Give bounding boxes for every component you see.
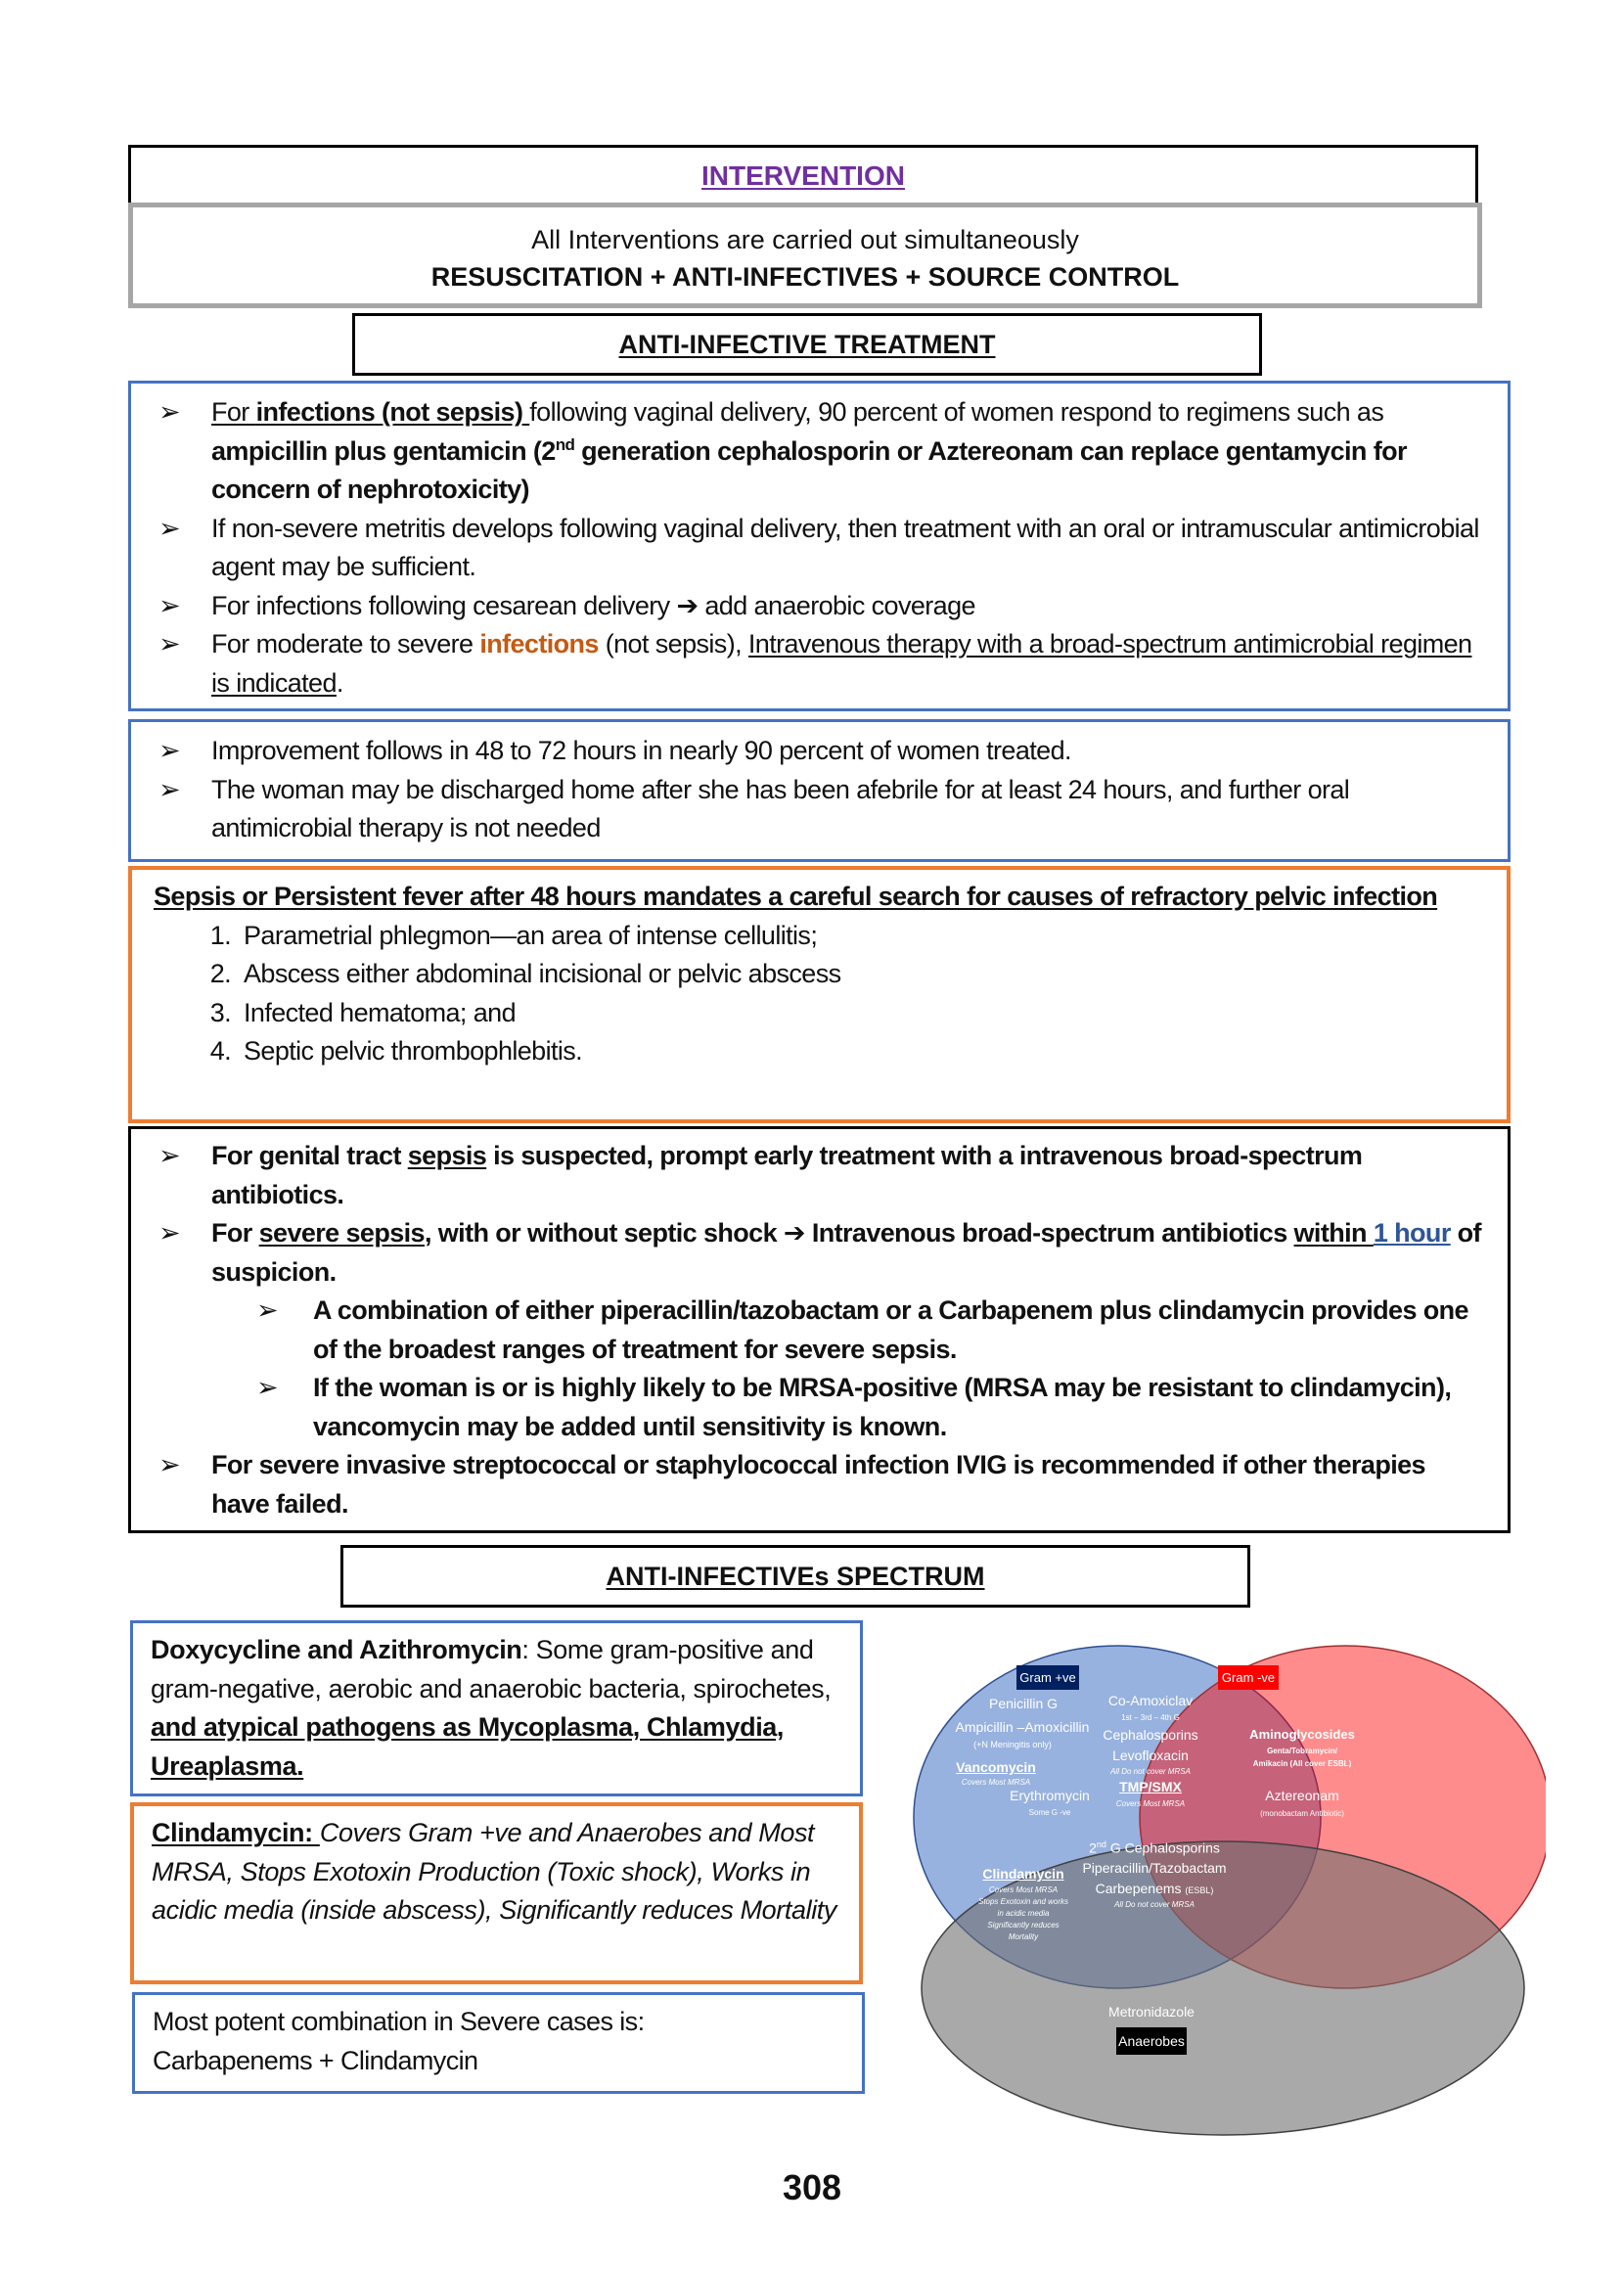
arrow-bullet-icon: ➢ <box>158 513 181 543</box>
clindamycin-note: Mortality <box>1008 1932 1039 1941</box>
refractory-infection-box <box>128 866 1511 1123</box>
levofloxacin-label: Levofloxacin <box>1112 1748 1189 1763</box>
list-item: ➢ Improvement follows in 48 to 72 hours in nearly 90 percent of women treated. <box>155 732 1488 771</box>
anti-infective-treatment-title: ANTI-INFECTIVE TREATMENT <box>618 330 996 359</box>
coamoxiclav-label: Co-Amoxiclav <box>1107 1693 1194 1708</box>
intervention-title: INTERVENTION <box>701 160 905 191</box>
list-item: ➢ For infections following cesarean delivery ➔ add anaerobic coverage <box>155 587 1488 626</box>
list-item: ➢ For genital tract sepsis is suspected, prompt early treatment with a intravenous broad-spectrum antibiotics. <box>155 1137 1488 1214</box>
sub-list-item: ➢ A combination of either piperacillin/tazobactam or a Carbapenem plus clindamycin provides one of the broadest ranges of treatment for severe sepsis. <box>155 1292 1488 1369</box>
list-item: ➢ For moderate to severe infections (not sepsis), Intravenous therapy with a broad-spectrum antimicrobial regimen is indicated. <box>155 625 1488 703</box>
list-item: 3. Infected hematoma; and <box>238 994 1487 1033</box>
spectrum-title: ANTI-INFECTIVEs SPECTRUM <box>606 1562 985 1591</box>
list-item: ➢ For severe invasive streptococcal or staphylococcal infection IVIG is recommended if other therapies have failed. <box>155 1446 1488 1523</box>
erythromycin-note: Some G -ve <box>1028 1808 1071 1817</box>
aztreonam-label: Aztereonam <box>1265 1788 1339 1803</box>
intervention-summary-box <box>128 203 1482 308</box>
second-gen-cephalosporins-label: 2nd G Cephalosporins <box>1089 1839 1220 1856</box>
anti-infective-treatment-header <box>352 313 1262 376</box>
one-hour-highlight: 1 hour <box>1373 1218 1451 1248</box>
arrow-bullet-icon: ➢ <box>158 1218 181 1248</box>
right-arrow-icon: ➔ <box>676 590 699 620</box>
triple-overlap-note: All Do not cover MRSA <box>1114 1900 1195 1909</box>
intervention-line1: All Interventions are carried out simultaneously <box>531 225 1079 254</box>
arrow-bullet-icon: ➢ <box>158 590 181 620</box>
arrow-bullet-icon: ➢ <box>255 1373 279 1402</box>
aztreonam-note: (monobactam Antibiotic) <box>1260 1809 1344 1818</box>
list-item: ➢ For infections (not sepsis) following vaginal delivery, 90 percent of women respond to regimens such as ampicillin plus gentamicin (2nd generation cephalosporin or Aztereonam can replace gentamycin for concern of nephrotoxicity) <box>155 393 1488 510</box>
cephalosporin-generations-label: 1st – 3rd – 4th G <box>1121 1713 1180 1722</box>
list-item: 4. Septic pelvic thrombophlebitis. <box>238 1032 1487 1071</box>
arrow-bullet-icon: ➢ <box>158 397 181 427</box>
sub-list-item: ➢ If the woman is or is highly likely to be MRSA-positive (MRSA may be resistant to clindamycin), vancomycin may be added until sensitivity is known. <box>155 1369 1488 1446</box>
combo-line2: Carbapenems + Clindamycin <box>153 2045 478 2075</box>
clindamycin-note: in acidic media <box>997 1909 1050 1918</box>
clindamycin-note: Covers Most MRSA <box>988 1885 1059 1894</box>
arrow-bullet-icon: ➢ <box>158 736 181 765</box>
right-arrow-icon: ➔ <box>783 1218 805 1248</box>
clindamycin-note: Significantly reduces <box>987 1921 1060 1930</box>
aminoglycosides-label: Aminoglycosides <box>1249 1727 1355 1742</box>
doxycycline-box: Doxycycline and Azithromycin: Some gram-positive and gram-negative, aerobic and anaerobic bacteria, spirochetes, and atypical pathogens as Mycoplasma, Chlamydia, Ureaplasma. <box>130 1620 863 1796</box>
list-item: ➢ The woman may be discharged home after she has been afebrile for at least 24 hours, and further oral antimicrobial therapy is not needed <box>155 771 1488 848</box>
ampicillin-note: (+N Meningitis only) <box>973 1740 1052 1749</box>
infections-treatment-box <box>128 381 1511 711</box>
list-item: ➢ If non-severe metritis develops following vaginal delivery, then treatment with an oral or intramuscular antimicrobial agent may be sufficient. <box>155 510 1488 587</box>
vancomycin-note: Covers Most MRSA <box>961 1778 1031 1787</box>
clindamycin-venn-label: Clindamycin <box>982 1866 1064 1882</box>
gram-negative-tag: Gram -ve <box>1218 1665 1279 1690</box>
combination-box <box>132 1992 865 2094</box>
combo-line1: Most potent combination in Severe cases is: <box>153 2007 645 2036</box>
arrow-bullet-icon: ➢ <box>158 629 181 658</box>
aminoglycosides-note2: Amikacin (All cover ESBL) <box>1252 1759 1352 1768</box>
no-mrsa-note: All Do not cover MRSA <box>1110 1767 1191 1776</box>
page-number: 308 <box>782 2167 842 2207</box>
piperacillin-tazobactam-label: Piperacillin/Tazobactam <box>1082 1860 1227 1876</box>
sepsis-treatment-box <box>128 1126 1511 1533</box>
clindamycin-box: Clindamycin: Covers Gram +ve and Anaerobes and Most MRSA, Stops Exotoxin Production (Toxic shock), Works in acidic media (inside abscess), Significantly reduces Mortality <box>130 1802 863 1984</box>
arrow-bullet-icon: ➢ <box>158 1141 181 1170</box>
arrow-bullet-icon: ➢ <box>158 1450 181 1479</box>
intervention-line2: RESUSCITATION + ANTI-INFECTIVES + SOURCE CONTROL <box>430 262 1180 292</box>
penicillin-label: Penicillin G <box>988 1696 1059 1711</box>
metronidazole-label: Metronidazole <box>1108 2004 1195 2020</box>
anaerobes-tag: Anaerobes <box>1116 2027 1187 2055</box>
list-item: 2. Abscess either abdominal incisional or pelvic abscess <box>238 955 1487 994</box>
arrow-bullet-icon: ➢ <box>158 774 181 804</box>
erythromycin-label: Erythromycin <box>1010 1788 1090 1803</box>
improvement-box <box>128 719 1511 862</box>
cephalosporins-label: Cephalosporins <box>1103 1727 1198 1743</box>
clindamycin-note: Stops Exotoxin and works <box>977 1897 1069 1906</box>
ampicillin-label: Ampicillin –Amoxicillin <box>955 1719 1090 1735</box>
intervention-title-box <box>128 145 1478 207</box>
carbapenems-label: Carbepenems (ESBL) <box>1095 1881 1214 1896</box>
list-item: ➢ For severe sepsis, with or without septic shock ➔ Intravenous broad-spectrum antibiotics within 1 hour of suspicion. <box>155 1214 1488 1292</box>
refractory-heading: Sepsis or Persistent fever after 48 hours mandates a careful search for causes of refractory pelvic infection <box>154 882 1438 911</box>
venn-shapes <box>880 1585 1546 2172</box>
aminoglycosides-note1: Genta/Tobramycin/ <box>1267 1747 1337 1755</box>
list-item: 1. Parametrial phlegmon—an area of intense cellulitis; <box>238 917 1487 956</box>
arrow-bullet-icon: ➢ <box>255 1295 279 1325</box>
antibiotic-spectrum-venn <box>880 1585 1546 2172</box>
gram-positive-tag: Gram +ve <box>1016 1665 1079 1690</box>
vancomycin-label: Vancomycin <box>956 1759 1036 1775</box>
tmp-smx-note: Covers Most MRSA <box>1115 1799 1186 1808</box>
tmp-smx-label: TMP/SMX <box>1119 1779 1182 1794</box>
